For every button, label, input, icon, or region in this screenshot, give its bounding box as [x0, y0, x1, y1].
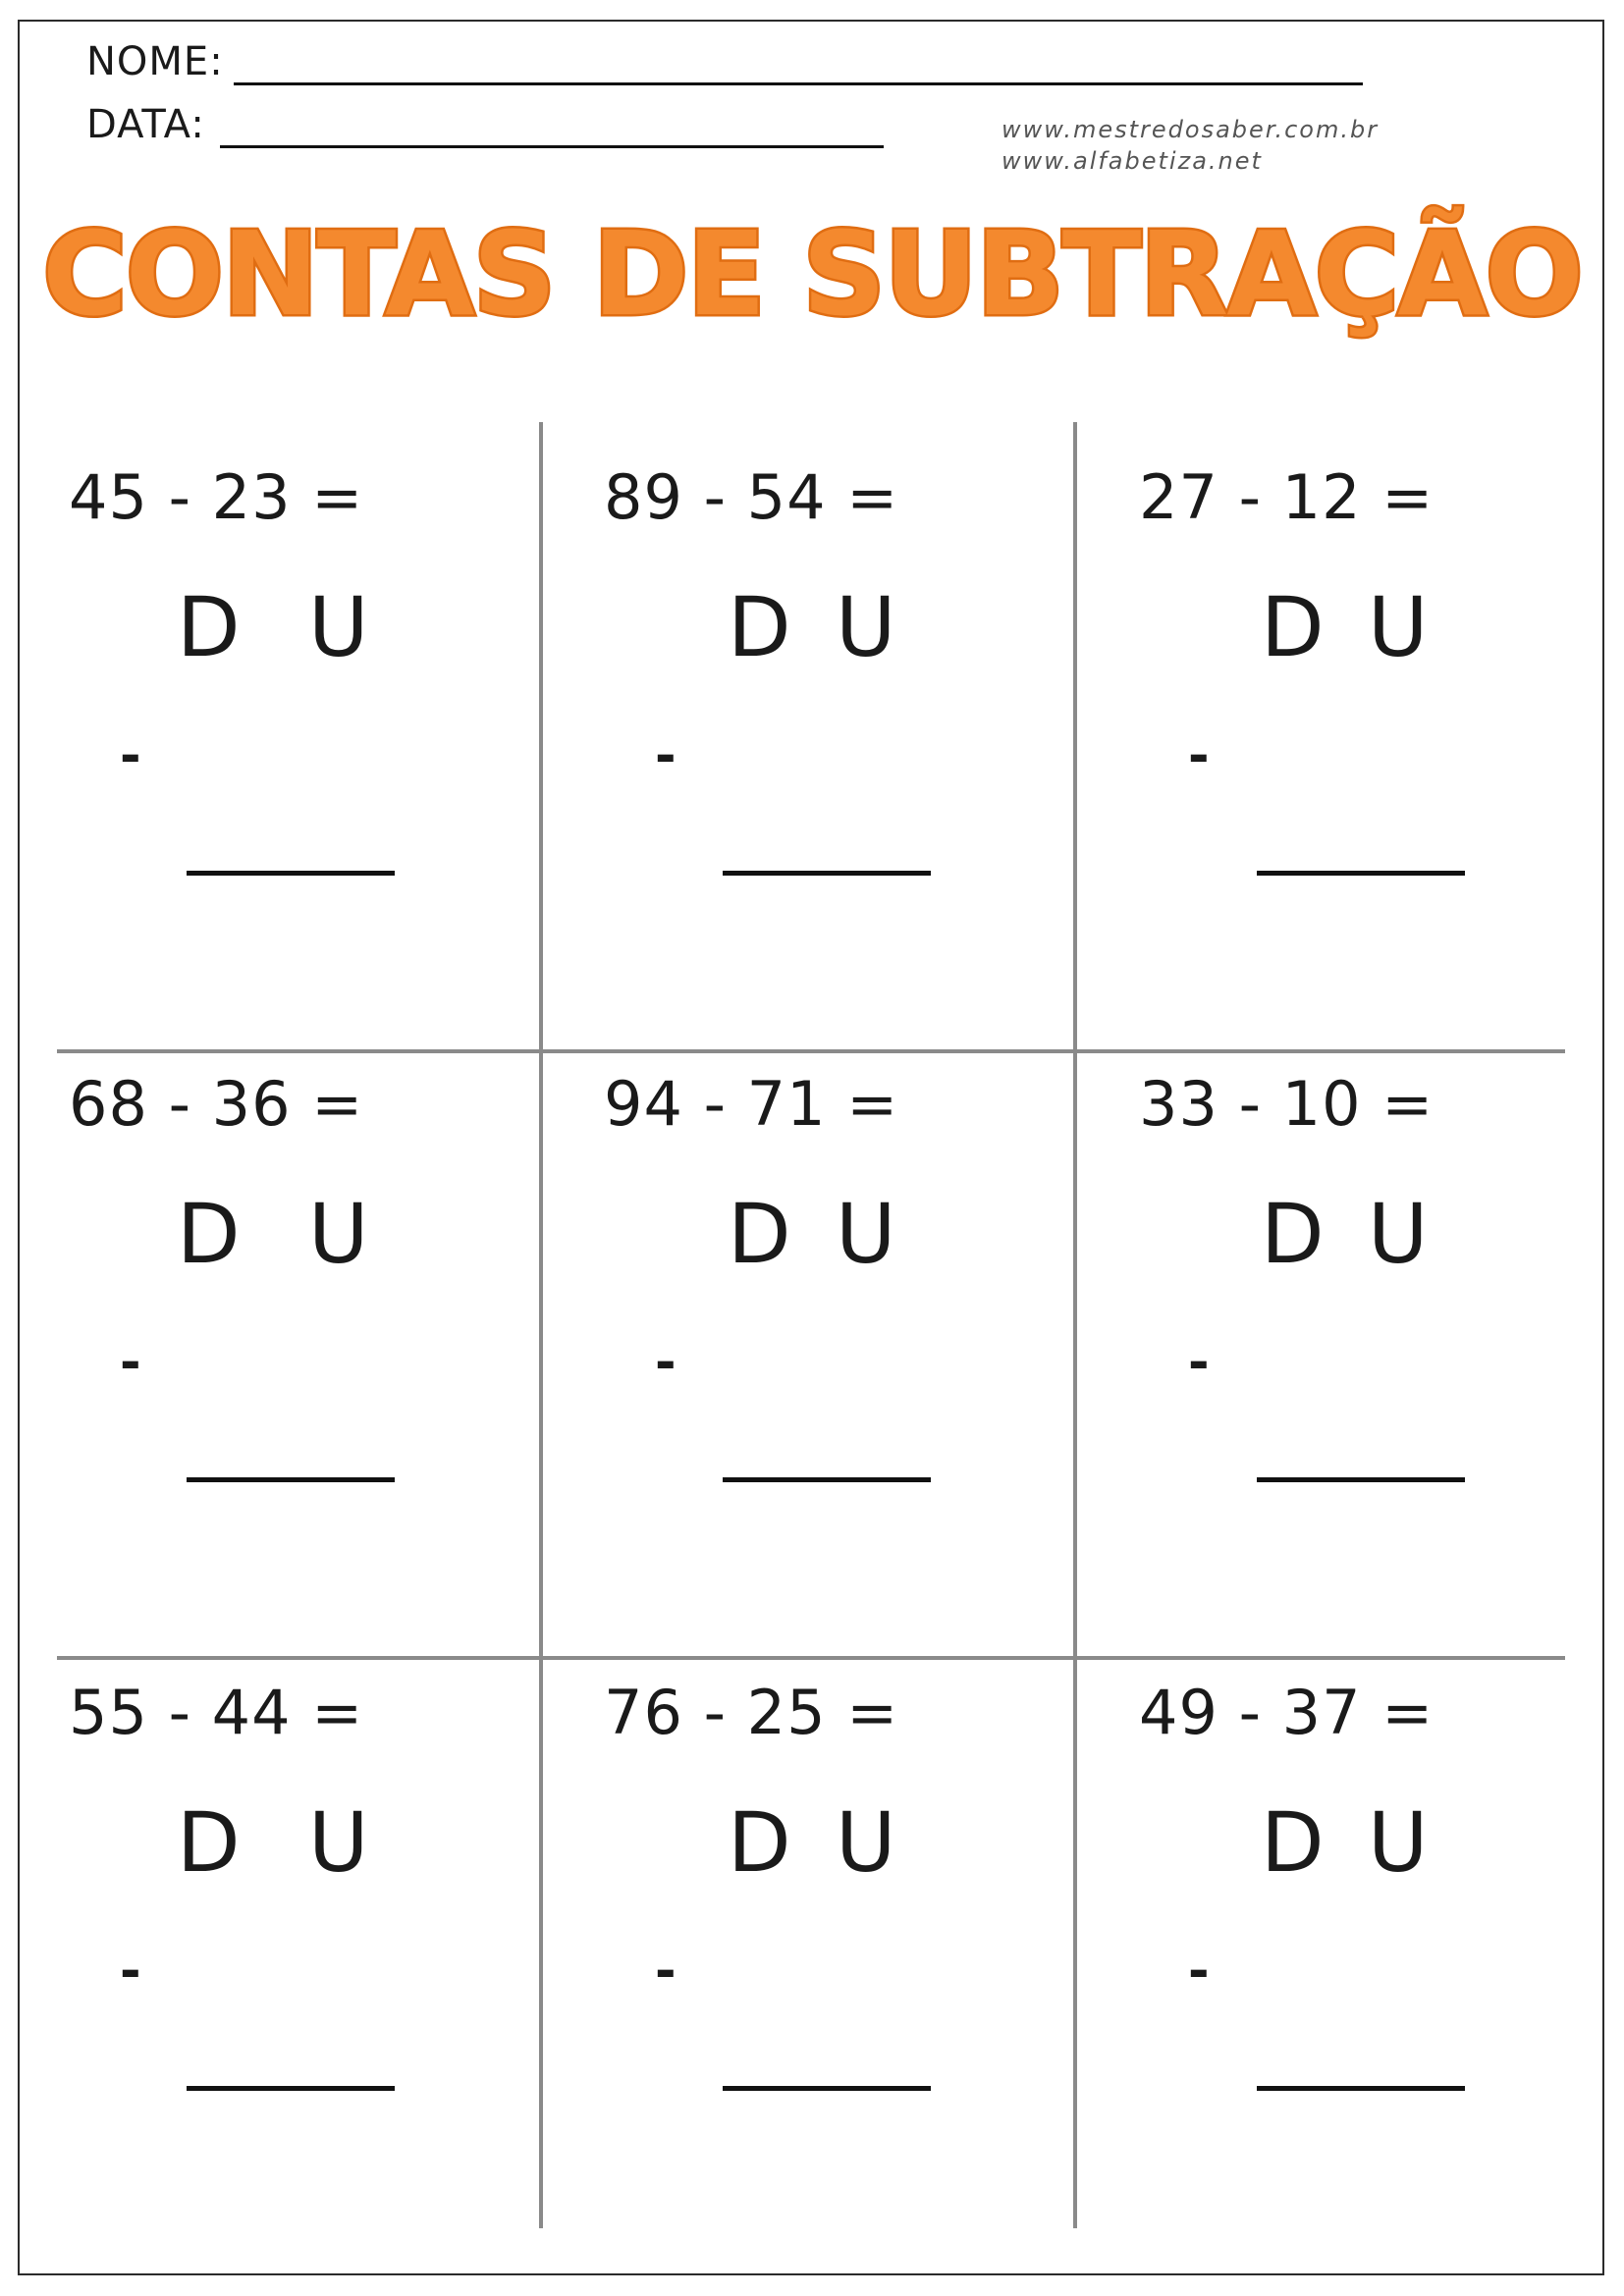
- problem-cell: [1127, 1039, 1624, 1647]
- site-url-2: www.alfabetiza.net: [1001, 147, 1263, 175]
- units-label: U: [308, 1794, 369, 1891]
- minus-sign: -: [655, 1942, 677, 2001]
- problem-cell: [57, 432, 592, 1041]
- problem-expression: 89 - 54 =: [604, 461, 899, 533]
- problem-expression: 76 - 25 =: [604, 1677, 899, 1748]
- answer-line[interactable]: [1257, 871, 1465, 876]
- name-line[interactable]: [234, 82, 1363, 85]
- minus-sign: -: [120, 1333, 141, 1392]
- answer-line[interactable]: [723, 2086, 931, 2091]
- minus-sign: -: [1188, 1942, 1210, 2001]
- site-url-1: www.mestredosaber.com.br: [1001, 116, 1380, 143]
- problem-cell: [57, 1039, 592, 1647]
- tens-label: D: [1261, 579, 1325, 675]
- problem-expression: 49 - 37 =: [1139, 1677, 1435, 1748]
- problem-cell: [57, 1647, 592, 2256]
- answer-line[interactable]: [723, 871, 931, 876]
- units-label: U: [308, 1186, 369, 1282]
- page-title: CONTAS DE SUBTRAÇÃO: [42, 206, 1582, 342]
- tens-label: D: [728, 579, 791, 675]
- units-label: U: [1368, 1186, 1429, 1282]
- tens-label: D: [728, 1186, 791, 1282]
- minus-sign: -: [1188, 726, 1210, 785]
- date-field[interactable]: [86, 102, 205, 147]
- tens-label: D: [177, 579, 241, 675]
- problem-expression: 45 - 23 =: [69, 461, 364, 533]
- tens-label: D: [1261, 1794, 1325, 1891]
- date-line[interactable]: [220, 145, 884, 148]
- answer-line[interactable]: [187, 1477, 395, 1482]
- problem-cell: [592, 1039, 1127, 1647]
- name-label: NOME:: [86, 39, 224, 84]
- problem-cell: [592, 1647, 1127, 2256]
- units-label: U: [1368, 579, 1429, 675]
- units-label: U: [836, 1186, 896, 1282]
- problem-expression: 55 - 44 =: [69, 1677, 364, 1748]
- tens-label: D: [1261, 1186, 1325, 1282]
- problem-cell: [592, 432, 1127, 1041]
- units-label: U: [836, 579, 896, 675]
- minus-sign: -: [655, 1333, 677, 1392]
- problem-cell: [1127, 1647, 1624, 2256]
- problem-expression: 27 - 12 =: [1139, 461, 1435, 533]
- answer-line[interactable]: [723, 1477, 931, 1482]
- tens-label: D: [177, 1186, 241, 1282]
- answer-line[interactable]: [187, 2086, 395, 2091]
- minus-sign: -: [1188, 1333, 1210, 1392]
- units-label: U: [1368, 1794, 1429, 1891]
- name-field[interactable]: [86, 39, 224, 84]
- tens-label: D: [177, 1794, 241, 1891]
- problem-expression: 94 - 71 =: [604, 1068, 899, 1140]
- problem-expression: 68 - 36 =: [69, 1068, 364, 1140]
- problem-expression: 33 - 10 =: [1139, 1068, 1435, 1140]
- answer-line[interactable]: [1257, 2086, 1465, 2091]
- answer-line[interactable]: [187, 871, 395, 876]
- date-label: DATA:: [86, 102, 205, 147]
- minus-sign: -: [655, 726, 677, 785]
- minus-sign: -: [120, 726, 141, 785]
- units-label: U: [308, 579, 369, 675]
- answer-line[interactable]: [1257, 1477, 1465, 1482]
- units-label: U: [836, 1794, 896, 1891]
- problem-cell: [1127, 432, 1624, 1041]
- minus-sign: -: [120, 1942, 141, 2001]
- tens-label: D: [728, 1794, 791, 1891]
